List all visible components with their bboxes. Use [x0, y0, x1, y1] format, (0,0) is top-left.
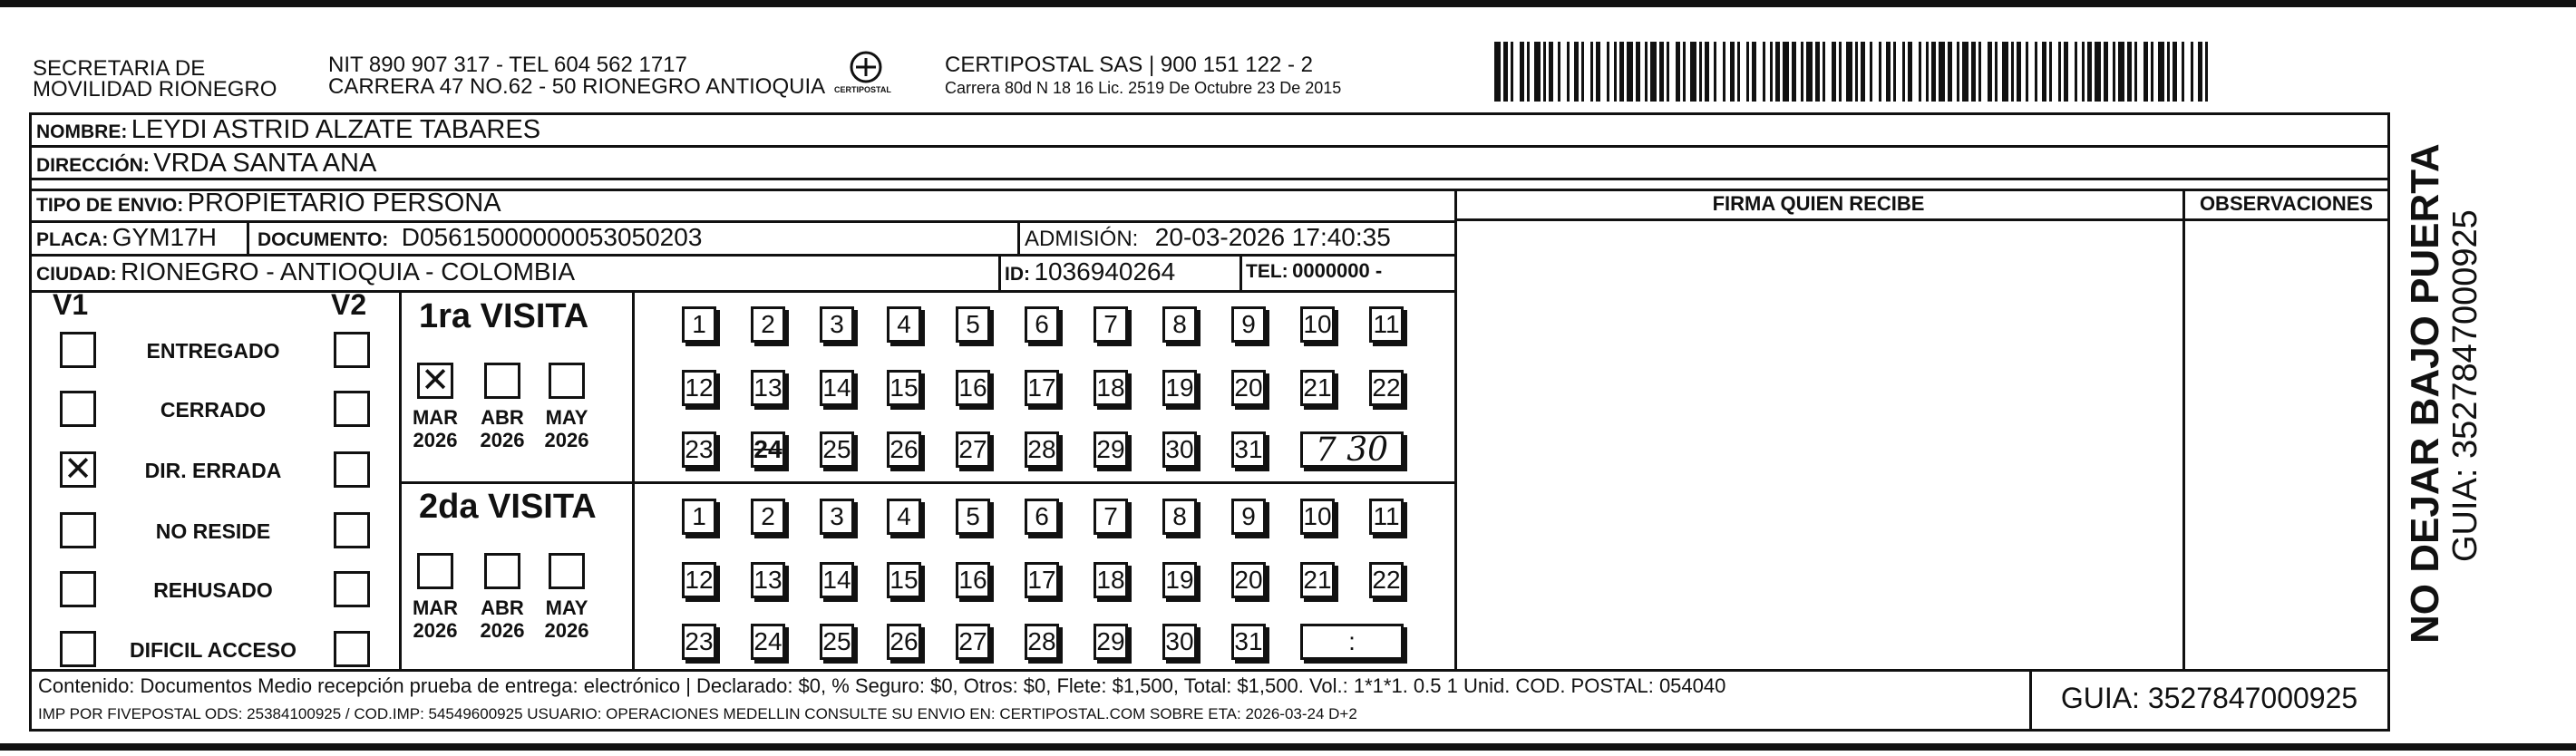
- barcode-bar: [1839, 42, 1842, 102]
- status-label: DIFICIL ACCESO: [129, 638, 296, 662]
- barcode-bar: [1730, 42, 1735, 102]
- barcode-bar: [1567, 42, 1570, 102]
- day-box[interactable]: 26: [887, 624, 921, 660]
- v2-checkbox[interactable]: [334, 571, 370, 607]
- side-guia: GUIA: 3527847000925: [2446, 209, 2484, 562]
- barcode-bar: [1746, 42, 1749, 102]
- barcode-bar: [2042, 42, 2046, 102]
- barcode-bar: [1752, 42, 1756, 102]
- month-label: [408, 406, 462, 451]
- footer-line2: IMP POR FIVEPOSTAL ODS: 25384100925 / COD.IMP: 54549600925 USUARIO: OPERACIONES MEDELLIN CONSULTE SU ENVIO EN: CERTIPOSTAL.COM SOBRE ETA: 2026-03-24 D+2: [38, 705, 1357, 722]
- barcode-bar: [2127, 42, 2132, 102]
- barcode-bar: [1926, 42, 1929, 102]
- day-box[interactable]: 21: [1300, 370, 1335, 406]
- documento-label: DOCUMENTO:: [258, 229, 389, 250]
- month-label: [408, 596, 462, 642]
- tipo-value: PROPIETARIO PERSONA: [187, 189, 501, 218]
- tel-label: TEL:: [1246, 261, 1288, 282]
- status-label: NO RESIDE: [155, 519, 271, 543]
- day-box[interactable]: 27: [956, 624, 990, 660]
- month-name: MAY: [545, 596, 588, 619]
- barcode-bar: [1978, 42, 1981, 102]
- day-box[interactable]: 3: [820, 306, 854, 343]
- barcode-bar: [1886, 42, 1891, 102]
- barcode-bar: [1596, 42, 1600, 102]
- month-year: 2026: [480, 619, 525, 642]
- v2-checkbox[interactable]: [334, 391, 370, 427]
- day-box[interactable]: 3: [820, 499, 854, 535]
- barcode-bar: [1770, 42, 1773, 102]
- barcode-bar: [1957, 42, 1959, 102]
- day-box[interactable]: 15: [887, 370, 921, 406]
- barcode-bar: [1775, 42, 1780, 102]
- month-label: [475, 406, 530, 451]
- checkmark-icon: ✕: [421, 362, 450, 400]
- ciudad-row: [36, 257, 575, 286]
- day-box[interactable]: 14: [820, 370, 854, 406]
- day-box[interactable]: 8: [1162, 499, 1197, 535]
- sender-name-2: MOVILIDAD RIONEGRO: [33, 77, 277, 102]
- v2-checkbox[interactable]: [334, 332, 370, 368]
- day-box[interactable]: 29: [1094, 624, 1128, 660]
- barcode-bar: [1995, 42, 1998, 102]
- tipo-label: TIPO DE ENVIO:: [36, 195, 184, 216]
- month-name: MAR: [412, 406, 459, 429]
- placa-value: GYM17H: [112, 223, 217, 251]
- barcode-bar: [2182, 42, 2184, 102]
- carrier-license: Carrera 80d N 18 16 Lic. 2519 De Octubre 23 De 2015: [945, 79, 1342, 97]
- barcode-bar: [1581, 42, 1584, 102]
- barcode-bar: [1792, 42, 1796, 102]
- tel-value: 0000000 -: [1292, 259, 1383, 282]
- v1-checkbox[interactable]: [60, 631, 96, 667]
- barcode-bar: [1870, 42, 1872, 102]
- firma-header: FIRMA QUIEN RECIBE: [1712, 192, 1925, 215]
- barcode-bar: [2026, 42, 2028, 102]
- bottom-edge: [0, 743, 2576, 751]
- month-year: 2026: [544, 429, 589, 451]
- tipo-row: [36, 189, 501, 218]
- day-box[interactable]: 12: [682, 370, 716, 406]
- barcode-bar: [1690, 42, 1696, 102]
- day-box[interactable]: 19: [1162, 562, 1197, 598]
- barcode-bar: [1520, 42, 1524, 102]
- barcode-bar: [1931, 42, 1936, 102]
- barcode-bar: [1962, 42, 1968, 102]
- day-box[interactable]: 25: [820, 431, 854, 468]
- day-box[interactable]: 11: [1369, 306, 1404, 343]
- admision-value: 20-03-2026 17:40:35: [1154, 223, 1391, 251]
- barcode-bar: [1988, 42, 1992, 102]
- barcode-bar: [1699, 42, 1702, 102]
- month-checkbox[interactable]: [484, 363, 520, 399]
- status-label: ENTREGADO: [146, 339, 280, 363]
- barcode-bar: [1783, 42, 1789, 102]
- barcode-bar: [2191, 42, 2193, 102]
- barcode-bar: [1939, 42, 1945, 102]
- day-box[interactable]: 31: [1231, 624, 1266, 660]
- barcode-bar: [1806, 42, 1813, 102]
- documento-row: [258, 223, 702, 252]
- tel-row: [1246, 259, 1382, 283]
- day-box[interactable]: 27: [956, 431, 990, 468]
- day-box[interactable]: 20: [1231, 562, 1266, 598]
- barcode-bar: [1971, 42, 1976, 102]
- sender-name-1: SECRETARIA DE: [33, 56, 206, 81]
- barcode-bar: [1948, 42, 1952, 102]
- barcode-bar: [1908, 42, 1912, 102]
- nombre-row: [36, 115, 540, 145]
- barcode-bar: [2113, 42, 2115, 102]
- v2-checkbox[interactable]: [334, 512, 370, 548]
- month-checkbox[interactable]: [417, 363, 453, 399]
- barcode-bar: [2087, 42, 2092, 102]
- certipostal-logo-icon: [834, 49, 898, 100]
- day-box[interactable]: 2: [751, 306, 785, 343]
- barcode-bar: [1902, 42, 1905, 102]
- barcode-bar: [2104, 42, 2108, 102]
- day-box[interactable]: 18: [1094, 562, 1128, 598]
- direccion-value: VRDA SANTA ANA: [153, 149, 377, 178]
- logo-text: CERTIPOSTAL: [834, 85, 891, 94]
- day-box[interactable]: 17: [1025, 370, 1059, 406]
- day-box[interactable]: 4: [887, 499, 921, 535]
- barcode-bar: [1659, 42, 1664, 102]
- barcode-bar: [2134, 42, 2137, 102]
- day-box[interactable]: 22: [1369, 562, 1404, 598]
- barcode-bar: [1893, 42, 1896, 102]
- nombre-label: NOMBRE:: [36, 121, 128, 142]
- time-box[interactable]: :: [1300, 624, 1404, 660]
- day-box[interactable]: 23: [682, 431, 716, 468]
- documento-value: D05615000000053050203: [401, 223, 703, 251]
- barcode-bar: [2198, 42, 2202, 102]
- footer-line1: Contenido: Documentos Medio recepción prueba de entrega: electrónico | Declarado: $0, % Seguro: $0, Otros: $0, Flete: $1,500, Total: $1,500. Vol.: 1*1*1. 0.5 1 Unid. COD. POSTAL: 054040: [38, 674, 1726, 697]
- barcode-bar: [2143, 42, 2148, 102]
- month-year: 2026: [413, 429, 458, 451]
- barcode-bar: [2205, 42, 2208, 102]
- barcode-bar: [1823, 42, 1825, 102]
- day-box[interactable]: 10: [1300, 306, 1335, 343]
- day-box[interactable]: 30: [1162, 624, 1197, 660]
- footer-guia: GUIA: 3527847000925: [2060, 682, 2358, 714]
- day-box[interactable]: 28: [1025, 624, 1059, 660]
- barcode-bar: [2017, 42, 2021, 102]
- month-label: [475, 596, 530, 642]
- barcode-bar: [2064, 42, 2068, 102]
- barcode-bar: [1607, 42, 1609, 102]
- day-box[interactable]: 19: [1162, 370, 1197, 406]
- side-warning: NO DEJAR BAJO PUERTA: [2403, 143, 2447, 644]
- month-checkbox[interactable]: [549, 553, 585, 589]
- v2-checkbox[interactable]: [334, 631, 370, 667]
- day-box[interactable]: 10: [1300, 499, 1335, 535]
- month-name: MAY: [545, 406, 588, 429]
- day-box[interactable]: 16: [956, 562, 990, 598]
- v1-checkbox[interactable]: [60, 512, 96, 548]
- v1-checkbox[interactable]: [60, 332, 96, 368]
- day-box[interactable]: 8: [1162, 306, 1197, 343]
- id-row: [1005, 257, 1175, 286]
- status-label: CERRADO: [160, 398, 267, 422]
- visit2-title: 2da VISITA: [419, 488, 597, 526]
- barcode-bar: [2082, 42, 2085, 102]
- day-box[interactable]: 20: [1231, 370, 1266, 406]
- id-label: ID:: [1005, 264, 1030, 285]
- barcode-bar: [2158, 42, 2164, 102]
- day-box[interactable]: 6: [1025, 499, 1059, 535]
- v1-checkbox[interactable]: [60, 451, 96, 488]
- barcode-bar: [1763, 42, 1765, 102]
- barcode-bar: [1737, 42, 1740, 102]
- barcode-bar: [2173, 42, 2177, 102]
- month-checkbox[interactable]: [549, 363, 585, 399]
- barcode-bar: [2049, 42, 2052, 102]
- day-box[interactable]: 14: [820, 562, 854, 598]
- observaciones-header: OBSERVACIONES: [2199, 192, 2374, 215]
- day-box[interactable]: 7: [1094, 306, 1128, 343]
- checkmark-icon: ✕: [63, 451, 92, 489]
- admision-label: ADMISIÓN:: [1025, 227, 1139, 251]
- month-year: 2026: [544, 619, 589, 642]
- day-box[interactable]: 9: [1231, 306, 1266, 343]
- month-label: [540, 406, 594, 451]
- id-value: 1036940264: [1034, 257, 1176, 286]
- v1-header: V1: [53, 288, 89, 321]
- sender-nit: NIT 890 907 317 - TEL 604 562 1717: [328, 53, 687, 77]
- day-box[interactable]: 16: [956, 370, 990, 406]
- barcode-bar: [2075, 42, 2077, 102]
- barcode-bar: [1676, 42, 1680, 102]
- month-name: ABR: [481, 596, 524, 619]
- month-year: 2026: [413, 619, 458, 642]
- barcode-bar: [1667, 42, 1669, 102]
- day-box[interactable]: 23: [682, 624, 716, 660]
- barcode-bar: [1534, 42, 1541, 102]
- day-box[interactable]: 25: [820, 624, 854, 660]
- barcode-bar: [1879, 42, 1881, 102]
- day-box[interactable]: 2: [751, 499, 785, 535]
- month-label: [540, 596, 594, 642]
- sender-address: CARRERA 47 NO.62 - 50 RIONEGRO ANTIOQUIA: [328, 74, 826, 99]
- day-box[interactable]: 17: [1025, 562, 1059, 598]
- placa-row: [36, 223, 217, 252]
- day-box[interactable]: 12: [682, 562, 716, 598]
- month-name: ABR: [481, 406, 524, 429]
- barcode-bar: [1846, 42, 1852, 102]
- barcode-bar: [1543, 42, 1546, 102]
- barcode-bar: [1832, 42, 1836, 102]
- visit1-title: 1ra VISITA: [419, 297, 589, 335]
- barcode-bar: [1705, 42, 1709, 102]
- barcode-bar: [2002, 42, 2008, 102]
- barcode-bar: [1636, 42, 1640, 102]
- day-box[interactable]: 13: [751, 562, 785, 598]
- barcode-bar: [1861, 42, 1865, 102]
- barcode-bar: [1527, 42, 1530, 102]
- barcode-bar: [1627, 42, 1633, 102]
- ciudad-value: RIONEGRO - ANTIOQUIA - COLOMBIA: [121, 257, 576, 286]
- day-box[interactable]: 5: [956, 499, 990, 535]
- status-label: DIR. ERRADA: [144, 459, 282, 482]
- barcode-bar: [1723, 42, 1725, 102]
- barcode-bar: [2011, 42, 2014, 102]
- barcode-bar: [2095, 42, 2101, 102]
- v2-header: V2: [331, 288, 367, 321]
- barcode-bar: [2035, 42, 2037, 102]
- v1-checkbox[interactable]: [60, 391, 96, 427]
- day-box[interactable]: 21: [1300, 562, 1335, 598]
- day-box[interactable]: 11: [1369, 499, 1404, 535]
- barcode-bar: [1511, 42, 1513, 102]
- barcode-bar: [2167, 42, 2170, 102]
- day-box[interactable]: 22: [1369, 370, 1404, 406]
- direccion-label: DIRECCIÓN:: [36, 155, 150, 176]
- day-box[interactable]: 26: [887, 431, 921, 468]
- day-box[interactable]: 5: [956, 306, 990, 343]
- day-box[interactable]: 9: [1231, 499, 1266, 535]
- barcode-bar: [2151, 42, 2153, 102]
- nombre-value: LEYDI ASTRID ALZATE TABARES: [131, 115, 541, 144]
- day-box[interactable]: 24: [751, 624, 785, 660]
- barcode-bar: [1503, 42, 1508, 102]
- barcode-bar: [1614, 42, 1617, 102]
- day-box[interactable]: 1: [682, 306, 716, 343]
- barcode-bar: [1574, 42, 1579, 102]
- day-box[interactable]: 24: [751, 431, 785, 468]
- day-box[interactable]: 31: [1231, 431, 1266, 468]
- barcode-bar: [1815, 42, 1820, 102]
- status-label: REHUSADO: [153, 578, 273, 602]
- v2-checkbox[interactable]: [334, 451, 370, 488]
- barcode-bar: [1645, 42, 1648, 102]
- carrier-name: CERTIPOSTAL SAS | 900 151 122 - 2: [945, 53, 1313, 77]
- barcode-bar: [1855, 42, 1858, 102]
- barcode-bar: [1590, 42, 1593, 102]
- barcode-bar: [1650, 42, 1657, 102]
- barcode-bar: [1619, 42, 1624, 102]
- top-edge: [0, 0, 2576, 7]
- day-box[interactable]: 28: [1025, 431, 1059, 468]
- month-checkbox[interactable]: [417, 553, 453, 589]
- barcode-bar: [1683, 42, 1686, 102]
- barcode-bar: [1558, 42, 1560, 102]
- barcode-bar: [1714, 42, 1716, 102]
- day-box[interactable]: 4: [887, 306, 921, 343]
- day-box[interactable]: 1: [682, 499, 716, 535]
- barcode-bar: [1919, 42, 1921, 102]
- barcode-bar: [2058, 42, 2061, 102]
- barcode-bar: [1549, 42, 1553, 102]
- month-year: 2026: [480, 429, 525, 451]
- time-box[interactable]: 7 30: [1300, 431, 1404, 468]
- day-box[interactable]: 30: [1162, 431, 1197, 468]
- barcode-bar: [1494, 42, 1501, 102]
- day-box[interactable]: 18: [1094, 370, 1128, 406]
- barcode-bar: [2118, 42, 2124, 102]
- ciudad-label: CIUDAD:: [36, 264, 117, 285]
- admision-row: [1025, 223, 1391, 252]
- v1-checkbox[interactable]: [60, 571, 96, 607]
- month-checkbox[interactable]: [484, 553, 520, 589]
- month-name: MAR: [412, 596, 459, 619]
- day-box[interactable]: 6: [1025, 306, 1059, 343]
- day-box[interactable]: 13: [751, 370, 785, 406]
- barcode: [1494, 42, 2218, 102]
- placa-label: PLACA:: [36, 229, 109, 250]
- day-box[interactable]: 15: [887, 562, 921, 598]
- barcode-bar: [1801, 42, 1803, 102]
- day-box[interactable]: 7: [1094, 499, 1128, 535]
- direccion-row: [36, 149, 376, 179]
- day-box[interactable]: 29: [1094, 431, 1128, 468]
